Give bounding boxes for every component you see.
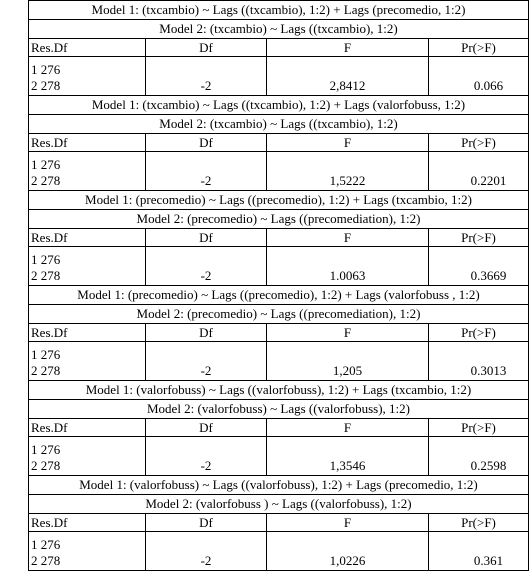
model2-formula: Model 2: (txcambio) ~ Lags ((txcambio), 1:2) (29, 20, 529, 39)
cell-p-value: 0.361 (429, 552, 529, 571)
cell-res-df: 1 276 (29, 532, 146, 553)
cell-f (267, 247, 429, 268)
cell-p (429, 152, 529, 173)
header-res-df: Res.Df (29, 39, 146, 57)
cell-f: 1,3546 (267, 457, 429, 476)
header-pr-f: Pr(>F) (429, 514, 529, 532)
cell-df: -2 (146, 552, 267, 571)
model1-formula: Model 1: (precomedio) ~ Lags ((precomedio), 1:2) + Lags (txcambio, 1:2) (29, 191, 529, 210)
model2-formula: Model 2: (valorfobuss ) ~ Lags ((valorfobuss), 1:2) (29, 495, 529, 514)
header-f: F (267, 324, 429, 342)
cell-df (146, 437, 267, 458)
cell-p (429, 532, 529, 553)
header-f: F (267, 514, 429, 532)
cell-p-value: 0.066 (429, 77, 529, 96)
column-header-row (29, 324, 529, 342)
cell-p-value: 0.3013 (429, 362, 529, 381)
cell-f (267, 57, 429, 78)
cell-f (267, 437, 429, 458)
cell-p-value: 0.2201 (429, 172, 529, 191)
cell-res-df: 2 278 (29, 77, 146, 96)
model1-formula: Model 1: (valorfobuss) ~ Lags ((valorfobuss), 1:2) + Lags (txcambio, 1:2) (29, 381, 529, 400)
header-res-df: Res.Df (29, 324, 146, 342)
header-pr-f: Pr(>F) (429, 419, 529, 437)
header-pr-f: Pr(>F) (429, 324, 529, 342)
cell-df: -2 (146, 172, 267, 191)
cell-f: 1.0063 (267, 267, 429, 286)
model2-formula: Model 2: (precomedio) ~ Lags ((precomediation), 1:2) (29, 210, 529, 229)
cell-res-df: 2 278 (29, 267, 146, 286)
cell-res-df: 1 276 (29, 57, 146, 78)
header-pr-f: Pr(>F) (429, 39, 529, 57)
cell-df (146, 57, 267, 78)
model2-row (29, 115, 529, 134)
cell-df (146, 247, 267, 268)
column-header-row (29, 514, 529, 532)
header-df: Df (146, 39, 267, 57)
cell-res-df: 2 278 (29, 457, 146, 476)
cell-res-df: 2 278 (29, 552, 146, 571)
cell-p (429, 247, 529, 268)
model1-row (29, 1, 529, 20)
model2-row (29, 495, 529, 514)
cell-res-df: 1 276 (29, 342, 146, 363)
header-f: F (267, 419, 429, 437)
result-row-model2 (29, 362, 529, 381)
result-row-model1 (29, 532, 529, 553)
header-pr-f: Pr(>F) (429, 229, 529, 247)
result-row-model2 (29, 267, 529, 286)
cell-f (267, 342, 429, 363)
cell-f: 1,0226 (267, 552, 429, 571)
result-row-model2 (29, 172, 529, 191)
cell-p-value: 0.3669 (429, 267, 529, 286)
cell-f (267, 532, 429, 553)
header-df: Df (146, 134, 267, 152)
column-header-row (29, 419, 529, 437)
cell-f: 1,5222 (267, 172, 429, 191)
model1-row (29, 96, 529, 115)
cell-df: -2 (146, 362, 267, 381)
model2-formula: Model 2: (txcambio) ~ Lags ((txcambio), 1:2) (29, 115, 529, 134)
result-row-model2 (29, 77, 529, 96)
header-f: F (267, 134, 429, 152)
cell-res-df: 1 276 (29, 437, 146, 458)
cell-df (146, 342, 267, 363)
model1-formula: Model 1: (valorfobuss) ~ Lags ((valorfobuss), 1:2) + Lags (precomedio, 1:2) (29, 476, 529, 495)
model2-row (29, 20, 529, 39)
model1-row (29, 381, 529, 400)
cell-p (429, 57, 529, 78)
cell-p (429, 342, 529, 363)
results-table-body (29, 1, 529, 571)
model1-row (29, 191, 529, 210)
header-df: Df (146, 229, 267, 247)
cell-res-df: 2 278 (29, 362, 146, 381)
model2-formula: Model 2: (precomedio) ~ Lags ((precomediation), 1:2) (29, 305, 529, 324)
header-res-df: Res.Df (29, 514, 146, 532)
cell-p (429, 437, 529, 458)
result-row-model1 (29, 342, 529, 363)
header-df: Df (146, 514, 267, 532)
cell-res-df: 1 276 (29, 247, 146, 268)
model2-row (29, 305, 529, 324)
cell-p-value: 0.2598 (429, 457, 529, 476)
cell-f (267, 152, 429, 173)
cell-f: 1,205 (267, 362, 429, 381)
model2-formula: Model 2: (valorfobuss) ~ Lags ((valorfobuss), 1:2) (29, 400, 529, 419)
header-f: F (267, 229, 429, 247)
header-f: F (267, 39, 429, 57)
cell-res-df: 2 278 (29, 172, 146, 191)
result-row-model1 (29, 57, 529, 78)
cell-df: -2 (146, 457, 267, 476)
column-header-row (29, 134, 529, 152)
cell-df (146, 152, 267, 173)
header-df: Df (146, 324, 267, 342)
cell-df: -2 (146, 267, 267, 286)
column-header-row (29, 39, 529, 57)
model1-formula: Model 1: (txcambio) ~ Lags ((txcambio), 1:2) + Lags (valorfobuss, 1:2) (29, 96, 529, 115)
model1-row (29, 286, 529, 305)
model2-row (29, 400, 529, 419)
result-row-model2 (29, 457, 529, 476)
result-row-model1 (29, 247, 529, 268)
model1-row (29, 476, 529, 495)
header-res-df: Res.Df (29, 134, 146, 152)
results-table (28, 0, 529, 571)
header-res-df: Res.Df (29, 229, 146, 247)
cell-df: -2 (146, 77, 267, 96)
cell-df (146, 532, 267, 553)
model1-formula: Model 1: (txcambio) ~ Lags ((txcambio), 1:2) + Lags (precomedio, 1:2) (29, 1, 529, 20)
model2-row (29, 210, 529, 229)
header-pr-f: Pr(>F) (429, 134, 529, 152)
header-df: Df (146, 419, 267, 437)
column-header-row (29, 229, 529, 247)
cell-f: 2,8412 (267, 77, 429, 96)
granger-causality-tests-table (28, 0, 528, 571)
result-row-model1 (29, 152, 529, 173)
model1-formula: Model 1: (precomedio) ~ Lags ((precomedio), 1:2) + Lags (valorfobuss , 1:2) (29, 286, 529, 305)
header-res-df: Res.Df (29, 419, 146, 437)
cell-res-df: 1 276 (29, 152, 146, 173)
result-row-model1 (29, 437, 529, 458)
